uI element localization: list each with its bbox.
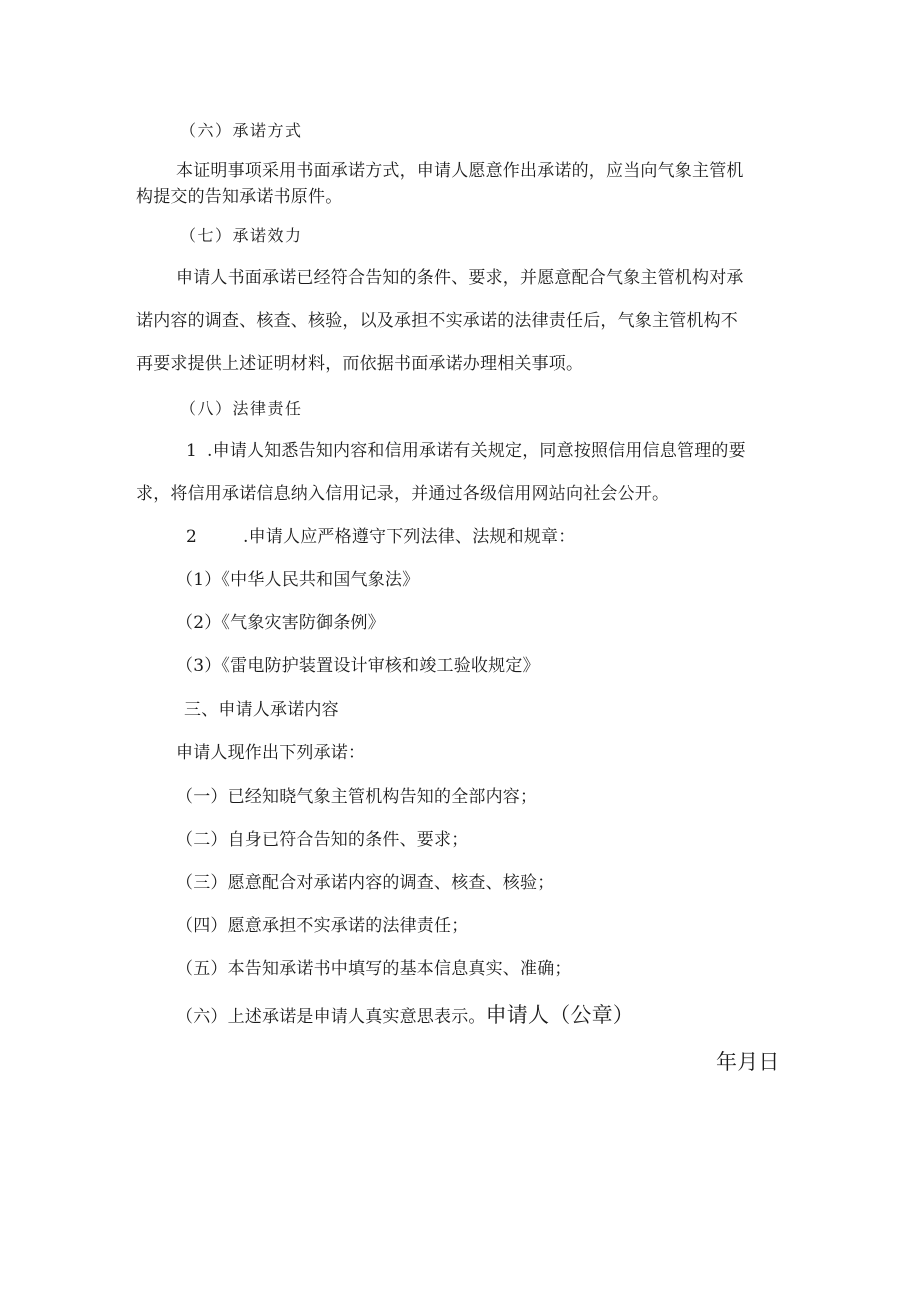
law-item: （3）《雷电防护装置设计审核和竣工验收规定》: [176, 656, 540, 676]
numbered-item-2: [186, 527, 575, 547]
part-heading-applicant-commitments: 三、申请人承诺内容: [184, 700, 339, 720]
item-text: .申请人知悉告知内容和信用承诺有关规定，同意按照信用信息管理的要: [207, 441, 746, 461]
date-field: 年月日: [716, 1050, 780, 1074]
paragraph-line: 再要求提供上述证明材料，而依据书面承诺办理相关事项。: [136, 354, 584, 374]
commitment-intro: 申请人现作出下列承诺：: [176, 743, 366, 763]
paragraph-line: 本证明事项采用书面承诺方式，申请人愿意作出承诺的，应当向气象主管机: [176, 161, 744, 181]
section-heading-commitment-effect: （七）承诺效力: [180, 226, 303, 245]
paragraph-line: 申请人书面承诺已经符合告知的条件、要求，并愿意配合气象主管机构对承: [176, 268, 744, 288]
item-text: .申请人应严格遵守下列法律、法规和规章：: [243, 527, 576, 547]
law-item: （2）《气象灾害防御条例》: [176, 613, 385, 633]
paragraph-line: 求，将信用承诺信息纳入信用记录，并通过各级信用网站向社会公开。: [136, 484, 670, 504]
paragraph-line: 构提交的告知承诺书原件。: [136, 187, 343, 207]
commitment-item: （三）愿意配合对承诺内容的调查、核查、核验；: [176, 873, 555, 893]
commitment-item: （二）自身已符合告知的条件、要求；: [176, 830, 469, 850]
numbered-item-1: [186, 441, 746, 461]
signature-label: 申请人（公章）: [485, 1003, 635, 1027]
paragraph-line: 诺内容的调查、核查、核验，以及承担不实承诺的法律责任后，气象主管机构不: [136, 311, 738, 331]
commitment-item: （六）上述承诺是申请人真实意思表示。: [176, 1007, 486, 1027]
law-item: （1）《中华人民共和国气象法》: [176, 570, 420, 590]
item-number: 1: [186, 441, 198, 461]
section-heading-legal-liability: （八）法律责任: [180, 399, 303, 418]
commitment-item: （四）愿意承担不实承诺的法律责任；: [176, 916, 469, 936]
section-heading-commitment-method: （六）承诺方式: [180, 121, 303, 140]
commitment-item-with-signature: [176, 1003, 634, 1027]
commitment-item: （一）已经知晓气象主管机构告知的全部内容；: [176, 787, 538, 807]
commitment-item: （五）本告知承诺书中填写的基本信息真实、准确；: [176, 959, 572, 979]
item-number: 2: [186, 527, 198, 547]
